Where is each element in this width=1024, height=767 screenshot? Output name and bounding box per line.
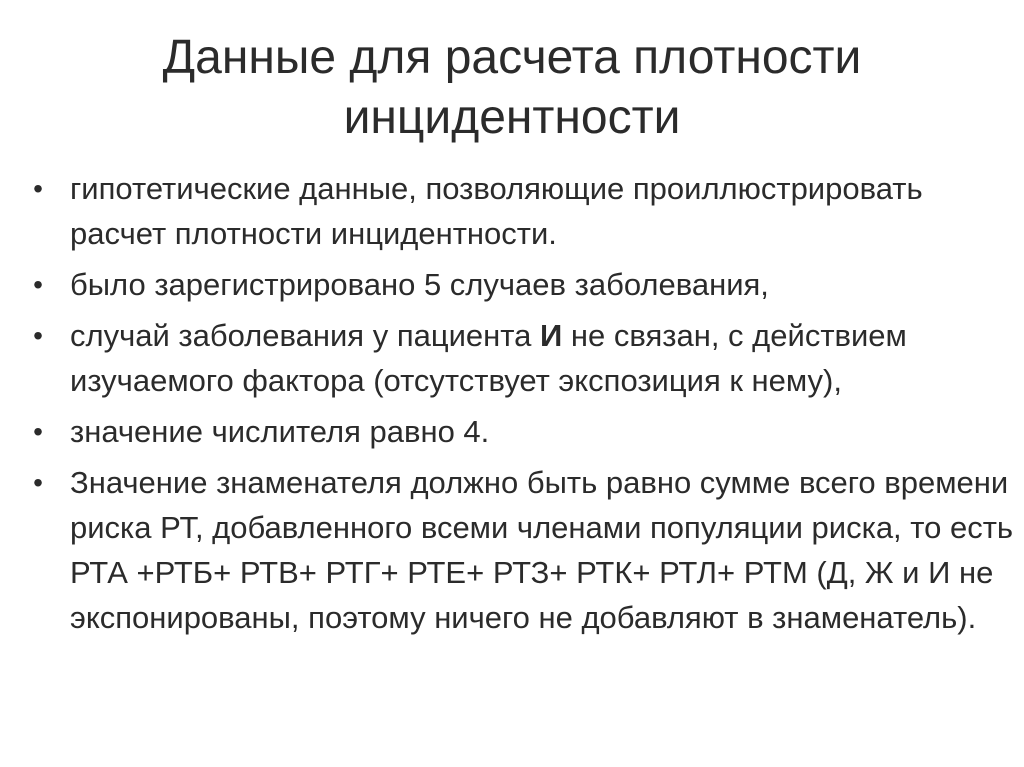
bullet-list [28, 166, 1018, 646]
slide-title-line-2: инцидентности [343, 91, 681, 144]
bullet-item-4 [28, 409, 1018, 454]
bullet-point-icon: • [33, 320, 43, 351]
bullet-text: значение числителя равно 4. [70, 414, 490, 449]
bullet-point-icon: • [33, 467, 43, 498]
bullet-item-5 [28, 460, 1018, 640]
bullet-point-icon: • [33, 416, 43, 447]
bullet-text-bold-patient-letter: И [539, 318, 563, 353]
bullet-text: Значение знаменателя должно быть равно сумме всего времени риска РТ, добавленного всеми членами популяции риска, то есть РТА +РТБ+ РТВ+ РТГ+ РТЕ+ РТЗ+ РТК+ РТЛ+ РТМ (Д, Ж и И не экспонированы, поэтому ничего не добавляют в знаменатель). [70, 465, 1014, 635]
bullet-point-icon: • [33, 269, 43, 300]
bullet-point-icon: • [33, 173, 43, 204]
bullet-text: гипотетические данные, позволяющие проиллюстрировать расчет плотности инцидентности. [70, 171, 923, 251]
slide-title-line-1: Данные для расчета плотности [162, 31, 862, 84]
bullet-text: было зарегистрировано 5 случаев заболевания, [70, 267, 769, 302]
bullet-item-1 [28, 166, 1018, 256]
slide-title [60, 28, 964, 148]
bullet-item-2 [28, 262, 1018, 307]
bullet-text-after-bold: не связан, с действием изучаемого фактора (отсутствует экспозиция к нему), [70, 318, 907, 398]
bullet-item-3 [28, 313, 1018, 403]
bullet-text-before-bold: случай заболевания у пациента [70, 318, 540, 353]
